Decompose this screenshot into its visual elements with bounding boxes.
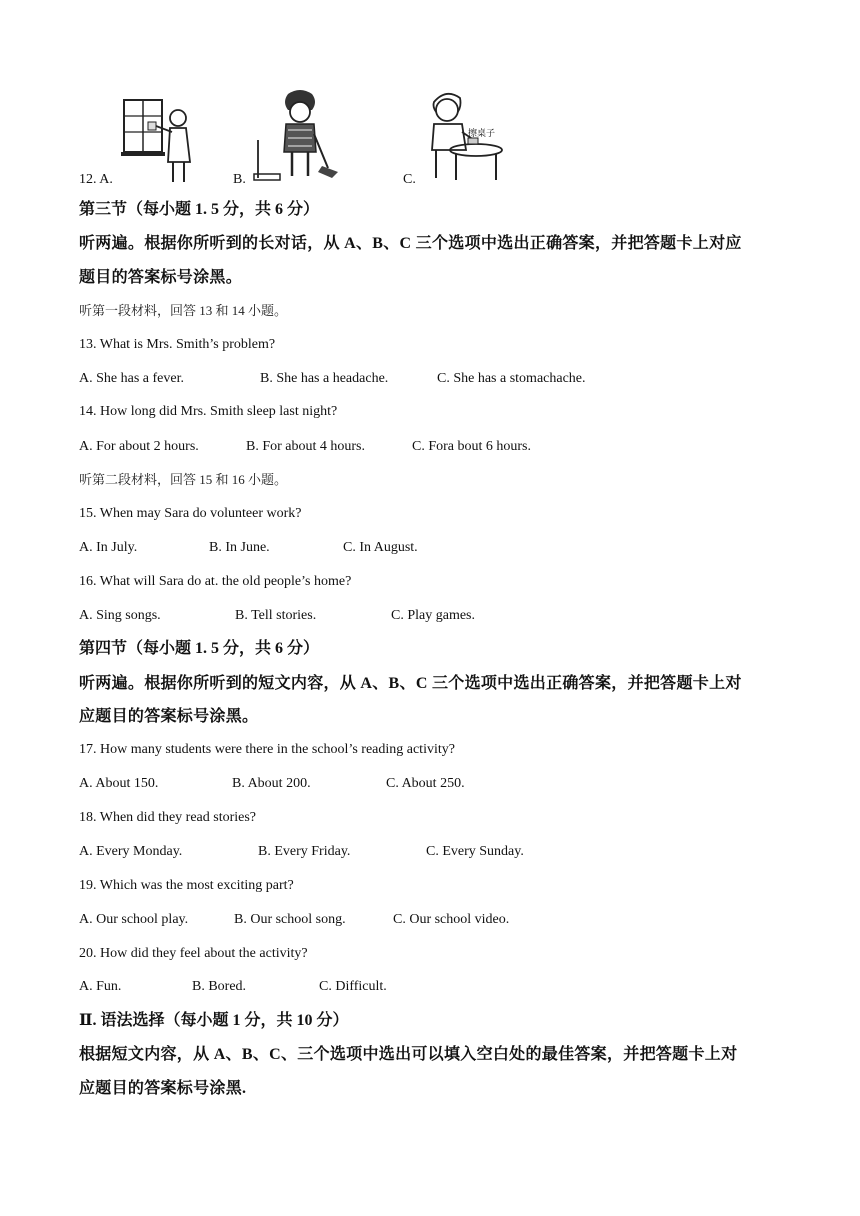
q20-option-c: C. Difficult. — [319, 979, 387, 994]
wiping-table-icon — [424, 88, 510, 184]
section3-note1: 听第一段材料，回答 13 和 14 小题。 — [79, 303, 288, 318]
q18-stem: 18. When did they read stories? — [79, 810, 257, 825]
section3-instruction-line1: 听两遍。根据你所听到的长对话，从 A、B、C 三个选项中选出正确答案，并把答题卡上对应 — [79, 235, 742, 252]
section3-note2: 听第二段材料，回答 15 和 16 小题。 — [79, 472, 288, 487]
section4-instruction-line1: 听两遍。根据你所听到的短文内容，从 A、B、C 三个选项中选出正确答案，并把答题卡上对 — [79, 675, 742, 692]
q20-option-b: B. Bored. — [192, 979, 247, 994]
q15-option-b: B. In June. — [209, 540, 270, 555]
q17-option-a: A. About 150. — [79, 776, 159, 791]
q12-option-b-label: B. — [233, 172, 246, 187]
q16-option-a: A. Sing songs. — [79, 608, 161, 623]
q18-option-a: A. Every Monday. — [79, 844, 183, 859]
q20-option-a: A. Fun. — [79, 979, 122, 994]
q20-stem: 20. How did they feel about the activity? — [79, 946, 308, 961]
section3-heading: 第三节（每小题 1. 5 分，共 6 分） — [79, 201, 320, 218]
q13-option-a: A. She has a fever. — [79, 371, 184, 386]
section3-instruction-line2: 题目的答案标号涂黑。 — [79, 269, 243, 286]
q12-option-a-label: 12. A. — [79, 172, 113, 187]
q14-stem: 14. How long did Mrs. Smith sleep last night? — [79, 404, 338, 419]
q12-option-c-caption: 擦桌子 — [468, 129, 496, 139]
q14-option-b: B. For about 4 hours. — [246, 439, 365, 454]
part2-instruction-line2: 应题目的答案标号涂黑. — [79, 1080, 247, 1097]
q16-option-c: C. Play games. — [391, 608, 475, 623]
q19-option-c: C. Our school video. — [393, 912, 510, 927]
q18-option-b: B. Every Friday. — [258, 844, 351, 859]
q19-option-a: A. Our school play. — [79, 912, 189, 927]
q17-stem: 17. How many students were there in the school’s reading activity? — [79, 742, 455, 757]
q14-option-a: A. For about 2 hours. — [79, 439, 199, 454]
q14-option-c: C. Fora bout 6 hours. — [412, 439, 531, 454]
q16-option-b: B. Tell stories. — [235, 608, 317, 623]
q15-stem: 15. When may Sara do volunteer work? — [79, 506, 302, 521]
q19-stem: 19. Which was the most exciting part? — [79, 878, 294, 893]
q16-stem: 16. What will Sara do at. the old people’s home? — [79, 574, 352, 589]
window-cleaning-icon — [118, 96, 198, 184]
sweeping-floor-icon — [252, 86, 344, 184]
section4-heading: 第四节（每小题 1. 5 分，共 6 分） — [79, 640, 320, 657]
q15-option-a: A. In July. — [79, 540, 138, 555]
q13-option-c: C. She has a stomachache. — [437, 371, 586, 386]
q13-stem: 13. What is Mrs. Smith’s problem? — [79, 337, 276, 352]
q17-option-c: C. About 250. — [386, 776, 465, 791]
q17-option-b: B. About 200. — [232, 776, 311, 791]
q19-option-b: B. Our school song. — [234, 912, 346, 927]
part2-instruction-line1: 根据短文内容，从 A、B、C、三个选项中选出可以填入空白处的最佳答案，并把答题卡上对 — [79, 1046, 738, 1063]
q13-option-b: B. She has a headache. — [260, 371, 389, 386]
q18-option-c: C. Every Sunday. — [426, 844, 524, 859]
q12-option-c-label: C. — [403, 172, 416, 187]
part2-heading: Ⅱ. 语法选择（每小题 1 分，共 10 分） — [79, 1012, 349, 1029]
q15-option-c: C. In August. — [343, 540, 418, 555]
section4-instruction-line2: 应题目的答案标号涂黑。 — [79, 708, 259, 725]
